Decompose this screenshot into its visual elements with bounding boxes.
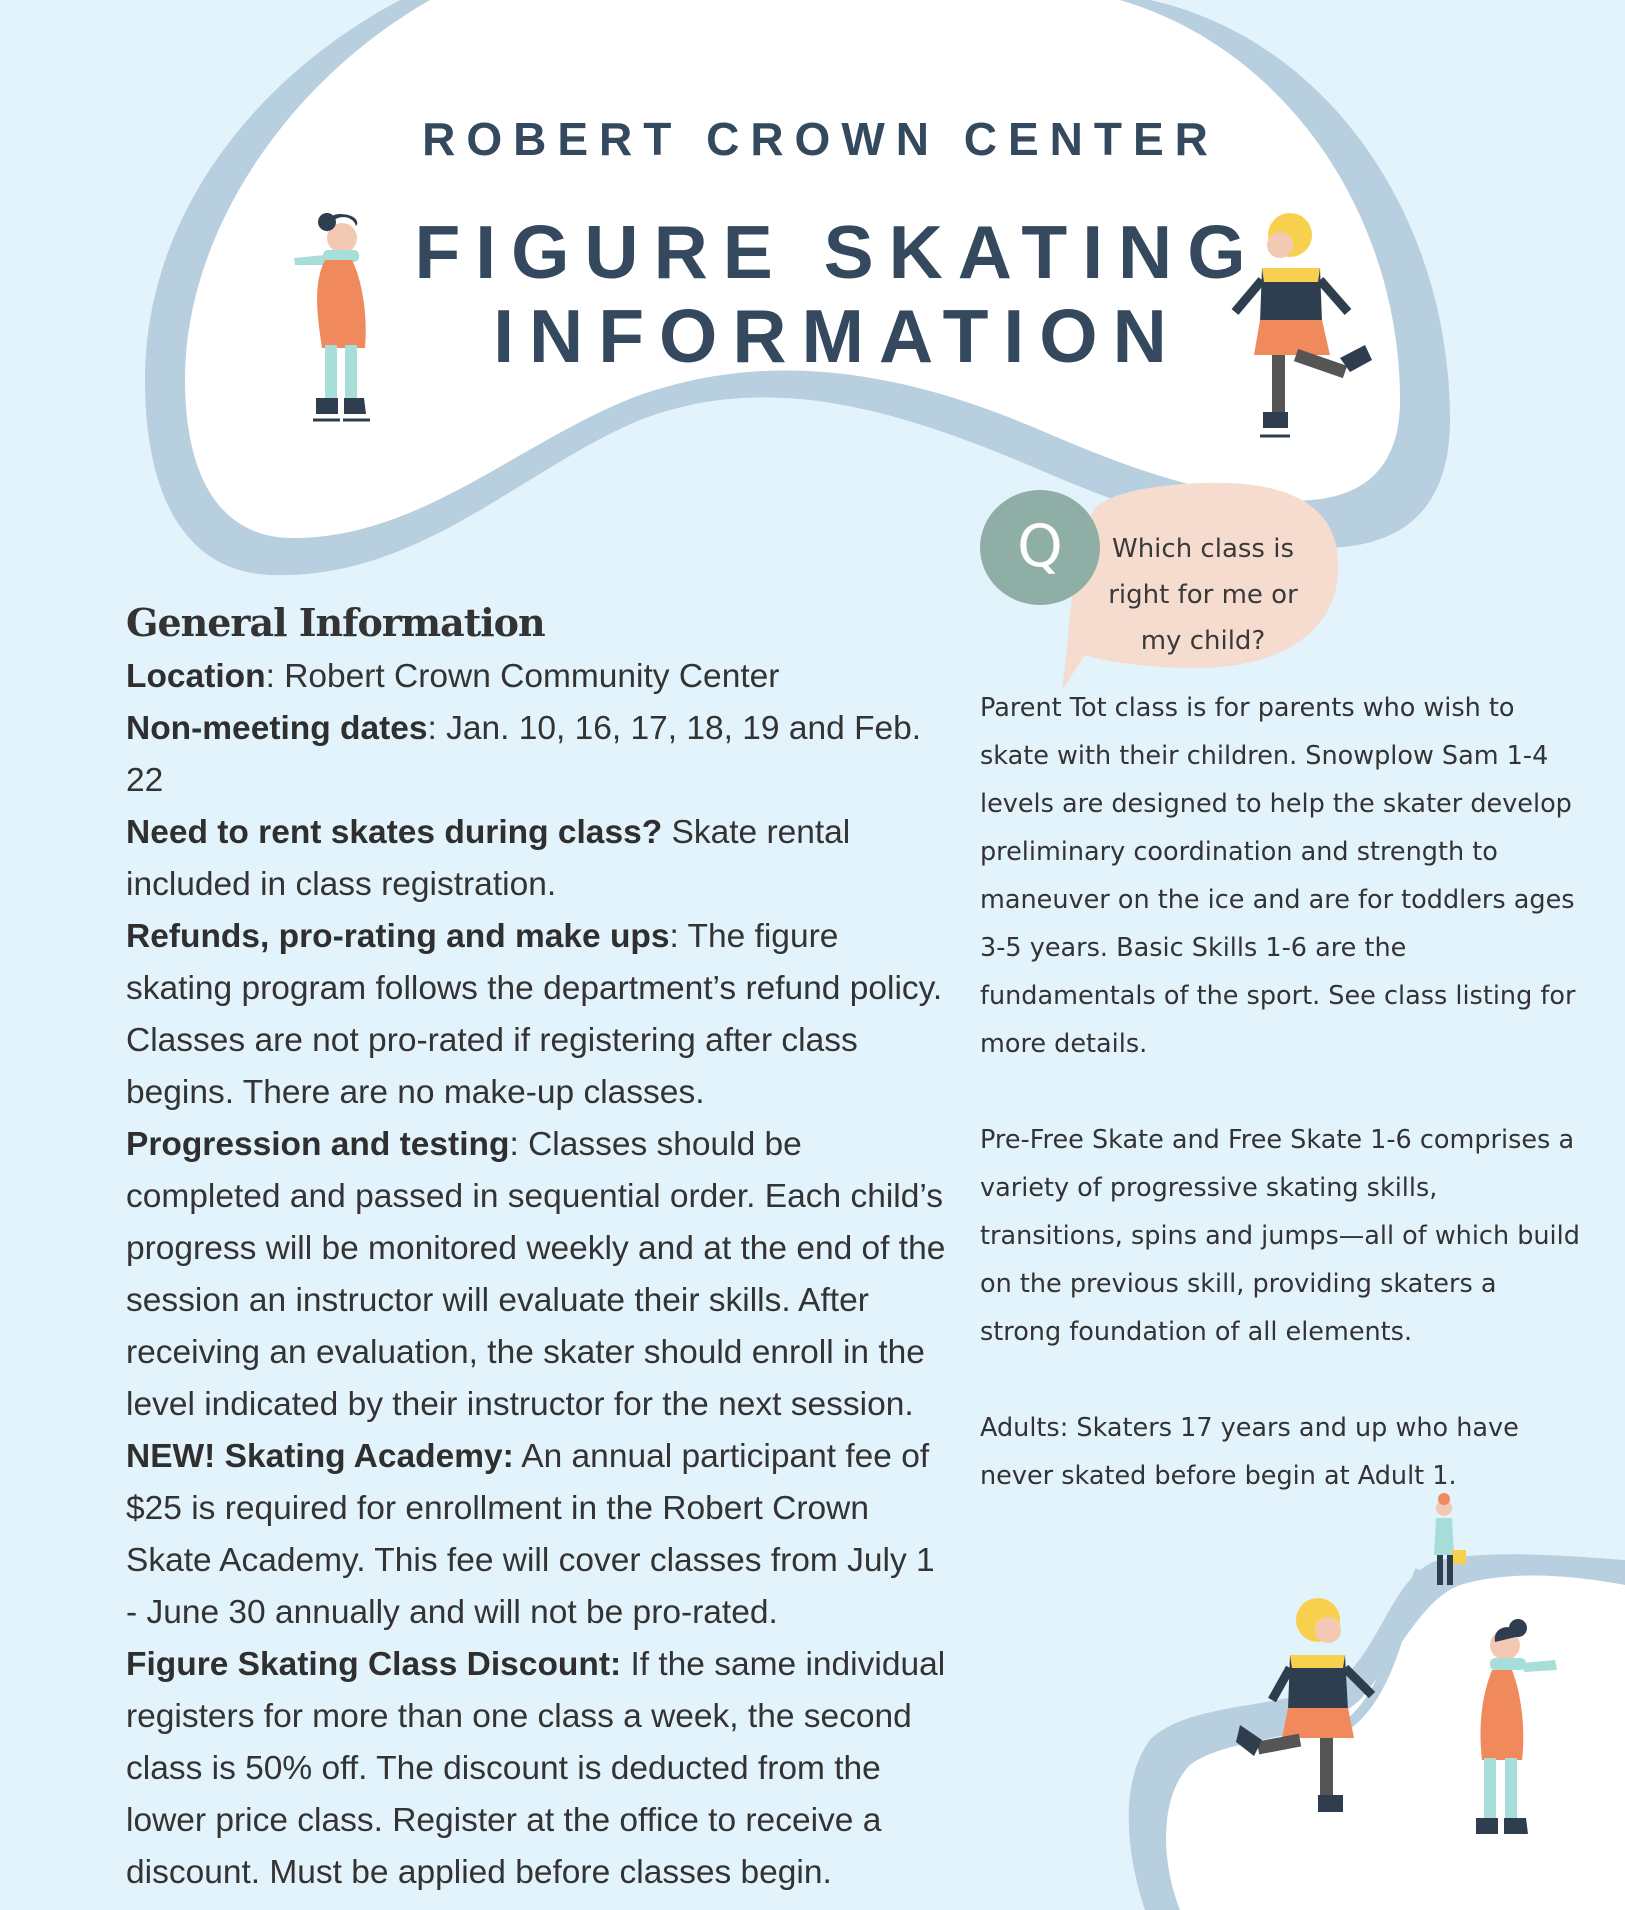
info-item-refunds [126, 911, 946, 1119]
info-label: Figure Skating Class Discount: [126, 1646, 622, 1683]
info-item-progression [126, 1119, 946, 1431]
info-item-class-discount [126, 1639, 946, 1899]
general-information-heading: General Information [126, 600, 545, 645]
info-text: : Classes should be completed and passed in sequential order. Each child’s progress will be monitored weekly and at the end of the session an instructor will evaluate their skills. After receiving an evaluation, the skater should enroll in the level indicated by their instructor for the next session. [126, 1126, 946, 1423]
info-label: Refunds, pro-rating and make ups [126, 918, 670, 955]
info-label: Location [126, 658, 266, 695]
answer-paragraph-adults: Adults: Skaters 17 years and up who have never skated before begin at Adult 1. [980, 1413, 1519, 1491]
info-text: : Jan. 10, 16, 17, 18, 19 and Feb. 22 [126, 710, 922, 799]
info-item-skating-academy [126, 1431, 946, 1639]
page-title-line-1: FIGURE SKATING [414, 210, 1261, 294]
info-item-non-meeting-dates [126, 703, 946, 807]
info-item-location [126, 651, 946, 703]
page-title-line-2: INFORMATION [493, 294, 1182, 378]
class-guidance-section [980, 684, 1580, 1548]
question-text: Which class is right for me or my child? [1108, 534, 1298, 656]
answer-paragraph-basic-skills: Parent Tot class is for parents who wish to skate with their children. Snowplow Sam 1-4 levels are designed to help the skater develop preliminary coordination and strength to maneuver on the ice and are for toddlers ages 3-5 years. Basic Skills 1-6 are the fundamentals of the sport. See class listing for more details. [980, 693, 1576, 1059]
info-label: NEW! Skating Academy: [126, 1438, 514, 1475]
info-item-skate-rental [126, 807, 946, 911]
question-badge: Q [980, 490, 1100, 605]
general-information-section [126, 600, 946, 1899]
info-label: Non-meeting dates [126, 710, 428, 747]
info-text: : Robert Crown Community Center [265, 658, 780, 695]
info-text: If the same individual registers for more than one class a week, the second class is 50% off. The discount is deducted from the lower price class. Register at the office to receive a discount. Must be applied before classes begin. [126, 1646, 946, 1891]
answer-paragraph-free-skate: Pre-Free Skate and Free Skate 1-6 comprises a variety of progressive skating skills, transitions, spins and jumps—all of which build on the previous skill, providing skaters a strong foundation of all elements. [980, 1125, 1580, 1347]
info-text: Skate rental included in class registration. [126, 814, 851, 903]
page-title [0, 210, 1625, 378]
organization-name: ROBERT CROWN CENTER [422, 113, 1219, 165]
info-label: Progression and testing [126, 1126, 510, 1163]
info-text: : The figure skating program follows the department’s refund policy. Classes are not pro-rated if registering after class begins. There are no make-up classes. [126, 918, 943, 1111]
info-text: An annual participant fee of $25 is required for enrollment in the Robert Crown Skate Academy. This fee will cover classes from July 1 - June 30 annually and will not be pro-rated. [126, 1438, 935, 1631]
info-label: Need to rent skates during class? [126, 814, 663, 851]
